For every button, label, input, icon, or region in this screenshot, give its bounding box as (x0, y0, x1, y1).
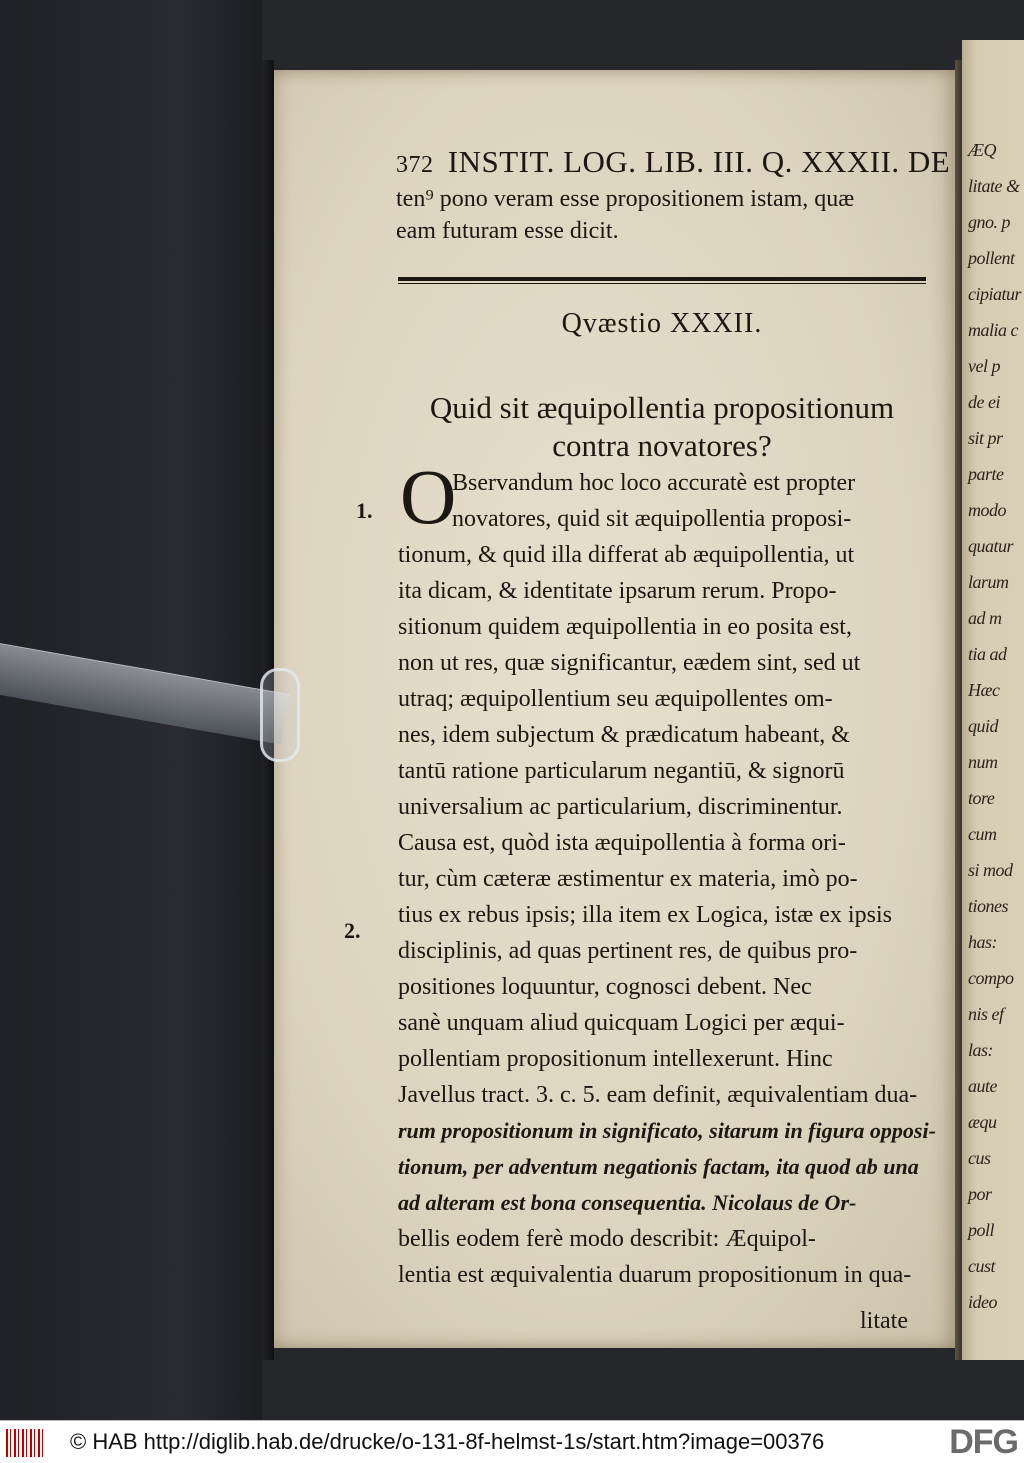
question-label: Qvæstio XXXII. (561, 308, 763, 339)
facing-page-fragment: gno. p (968, 212, 1010, 232)
facing-page-fragment: vel p (968, 356, 1000, 376)
facing-page-fragment: modo (968, 500, 1006, 520)
facing-page-fragment: ÆQ (968, 140, 997, 160)
footer-bar (0, 1420, 1024, 1463)
facing-page-fragment: quid (968, 716, 999, 736)
body-line: nes, idem subjectum & prædicatum habeant, & (398, 722, 850, 748)
body-line: tur, cùm cæteræ æstimentur ex materia, imò po- (398, 866, 858, 892)
body-line: bellis eodem ferè modo describit: Æquipol- (398, 1226, 816, 1252)
body-line: Causa est, quòd ista æquipollentia à forma ori- (398, 830, 846, 856)
body-line: tantū ratione particularum negantiū, & signorū (398, 758, 845, 784)
dfg-logo: DFG (949, 1423, 1018, 1461)
carryover-line: eam futuram esse dicit. (396, 218, 619, 244)
facing-page-fragment: nis ef (968, 1004, 1004, 1024)
facing-page-fragment: cus (968, 1148, 991, 1168)
paragraph-number: 1. (356, 498, 373, 523)
body-line: pollentiam propositionum intellexerunt. Hinc (398, 1046, 833, 1072)
body-line: sitionum quidem æquipollentia in eo posita est, (398, 614, 852, 640)
body-line: rum propositionum in significato, sitarum in figura opposi- (398, 1118, 936, 1143)
credit-url[interactable]: © HAB http://diglib.hab.de/drucke/o-131-8f-helmst-1s/start.htm?image=00376 (70, 1429, 825, 1454)
facing-page-fragment: has: (968, 932, 997, 952)
running-header (396, 144, 951, 180)
page-number: 372 (396, 152, 434, 178)
body-line: tionum, & quid illa differat ab æquipollentia, ut (398, 542, 855, 568)
body-line: non ut res, quæ significantur, eædem sint, sed ut (398, 650, 861, 676)
body-line: ad alteram est bona consequentia. Nicolaus de Or- (398, 1190, 857, 1215)
facing-page-fragment: num (968, 752, 998, 772)
body-line: disciplinis, ad quas pertinent res, de quibus pro- (398, 938, 858, 964)
body-line: utraq; æquipollentium seu æquipollentes om- (398, 686, 833, 712)
facing-page-fragment: por (968, 1184, 992, 1204)
carryover-line: ten⁹ pono veram esse propositionem istam, quæ (396, 186, 855, 212)
facing-page-fragment: cust (968, 1256, 995, 1276)
body-line: tionum, per adventum negationis factam, ita quod ab una (398, 1154, 919, 1179)
facing-page-fragment: tore (968, 788, 995, 808)
body-line: sanè unquam aliud quicquam Logici per æqui- (398, 1010, 845, 1036)
question-title-line: Quid sit æquipollentia propositionum (429, 390, 895, 425)
page-clip-tip (260, 668, 300, 762)
facing-page-fragment: litate & (968, 176, 1020, 196)
paragraph-number: 2. (344, 918, 361, 943)
section-rule-thin (398, 283, 926, 284)
body-line: universalium ac particularium, discriminentur. (398, 794, 843, 820)
body-line: tius ex rebus ipsis; illa item ex Logica, istæ ex ipsis (398, 902, 892, 928)
facing-page-fragment: ideo (968, 1292, 997, 1312)
facing-page-fragment: tia ad (968, 644, 1007, 664)
facing-page-fragment: poll (968, 1220, 995, 1240)
facing-page-fragment: sit pr (968, 428, 1003, 448)
body-line: positiones loquuntur, cognosci debent. Nec (398, 974, 812, 1000)
section-rule (398, 277, 926, 281)
catchword: litate (860, 1308, 908, 1334)
facing-page-fragment: las: (968, 1040, 993, 1060)
facing-page-fragment: cipiatur (968, 284, 1021, 304)
body-line: Javellus tract. 3. c. 5. eam definit, æquivalentiam dua- (398, 1082, 918, 1108)
facing-page-fragment: larum (968, 572, 1009, 592)
facing-page-fragment: tiones (968, 896, 1008, 916)
hab-logo-icon (6, 1429, 46, 1457)
body-line: novatores, quid sit æquipollentia proposi- (452, 506, 852, 532)
facing-page-fragment: æqu (968, 1112, 997, 1132)
facing-page-fragment: compo (968, 968, 1014, 988)
facing-page-fragment: si mod (968, 860, 1013, 880)
facing-page-fragment: Hæc (968, 680, 1000, 700)
body-line: ita dicam, & identitate ipsarum rerum. Propo- (398, 578, 837, 604)
facing-page-fragment: parte (968, 464, 1004, 484)
facing-page-fragment: malia c (968, 320, 1018, 340)
facing-page-fragment: aute (968, 1076, 997, 1096)
drop-cap: O (400, 453, 457, 540)
question-title-line: contra novatores? (552, 428, 772, 463)
facing-page-fragment: cum (968, 824, 997, 844)
body-line: lentia est æquivalentia duarum propositionum in qua- (398, 1262, 912, 1288)
body-line: Bservandum hoc loco accuratè est propter (452, 470, 856, 496)
facing-page-fragment: quatur (968, 536, 1014, 556)
facing-page (962, 40, 1024, 1360)
facing-page-fragment: de ei (968, 392, 1000, 412)
facing-page-fragment: ad m (968, 608, 1002, 628)
header-title: INSTIT. LOG. LIB. III. Q. XXXII. DE (447, 144, 951, 179)
facing-page-fragment: pollent (968, 248, 1015, 268)
